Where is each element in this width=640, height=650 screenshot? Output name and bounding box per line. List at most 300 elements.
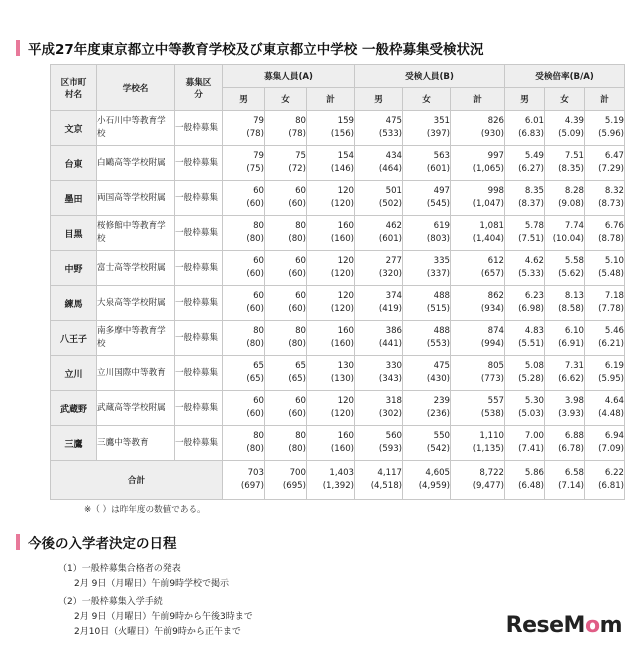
table-row bbox=[51, 146, 625, 181]
previous-year-value: (545) bbox=[426, 199, 451, 209]
previous-year-value: (533) bbox=[378, 129, 403, 139]
previous-year-value: (343) bbox=[378, 374, 403, 384]
current-value: 60 bbox=[253, 396, 264, 406]
current-value: 6.76 bbox=[604, 221, 625, 231]
previous-year-value: (120) bbox=[330, 409, 355, 419]
current-value: 8,722 bbox=[479, 468, 505, 478]
previous-year-value: (657) bbox=[480, 269, 505, 279]
logo-accent-letter: o bbox=[584, 613, 600, 638]
previous-year-value: (4,518) bbox=[370, 481, 403, 491]
current-value: 7.51 bbox=[564, 151, 585, 161]
juken-count-male bbox=[355, 321, 403, 356]
boshu-count-total bbox=[307, 356, 355, 391]
school-name: 南多摩中等教育学校 bbox=[97, 321, 175, 356]
boshu-count-female bbox=[265, 251, 307, 286]
bairitsu-ratio-total bbox=[585, 181, 625, 216]
current-value: 826 bbox=[487, 116, 505, 126]
previous-year-value: (7.14) bbox=[558, 481, 585, 491]
previous-year-value: (5.96) bbox=[598, 129, 625, 139]
recruitment-category: 一般枠募集 bbox=[175, 251, 223, 286]
boshu-count-total-male bbox=[223, 461, 265, 500]
previous-year-value: (6.98) bbox=[518, 304, 545, 314]
previous-year-value: (593) bbox=[378, 444, 403, 454]
current-value: 501 bbox=[385, 186, 403, 196]
juken-count-male bbox=[355, 356, 403, 391]
current-value: 154 bbox=[337, 151, 355, 161]
current-value: 874 bbox=[487, 326, 505, 336]
current-value: 8.28 bbox=[564, 186, 585, 196]
juken-count-female bbox=[403, 251, 451, 286]
table-body bbox=[51, 111, 625, 500]
current-value: 5.46 bbox=[604, 326, 625, 336]
previous-year-value: (8.58) bbox=[558, 304, 585, 314]
current-value: 8.32 bbox=[604, 186, 625, 196]
entrance-status-table bbox=[50, 64, 625, 500]
boshu-count-male bbox=[223, 146, 265, 181]
previous-year-value: (5.95) bbox=[598, 374, 625, 384]
current-value: 130 bbox=[337, 361, 355, 371]
logo-text: ReseMom bbox=[505, 613, 622, 638]
previous-year-value: (60) bbox=[246, 409, 264, 419]
boshu-count-female bbox=[265, 181, 307, 216]
previous-year-value: (120) bbox=[330, 304, 355, 314]
header-female: 女 bbox=[545, 88, 585, 111]
boshu-count-male bbox=[223, 181, 265, 216]
current-value: 805 bbox=[487, 361, 505, 371]
previous-year-value: (5.51) bbox=[518, 339, 545, 349]
table-row bbox=[51, 321, 625, 356]
current-value: 159 bbox=[337, 116, 355, 126]
previous-year-value: (65) bbox=[288, 374, 306, 384]
juken-count-total bbox=[451, 181, 505, 216]
bairitsu-ratio-female bbox=[545, 251, 585, 286]
current-value: 120 bbox=[337, 396, 355, 406]
juken-count-total bbox=[451, 146, 505, 181]
current-value: 703 bbox=[247, 468, 264, 478]
juken-count-total bbox=[451, 426, 505, 461]
school-name: 武蔵高等学校附属 bbox=[97, 391, 175, 426]
school-name: 富士高等学校附属 bbox=[97, 251, 175, 286]
current-value: 6.23 bbox=[524, 291, 545, 301]
current-value: 80 bbox=[253, 221, 264, 231]
header-row-1 bbox=[51, 65, 625, 88]
juken-count-total bbox=[451, 356, 505, 391]
current-value: 4.62 bbox=[524, 256, 545, 266]
title-bar-decoration bbox=[16, 534, 20, 550]
bairitsu-ratio-total bbox=[585, 146, 625, 181]
current-value: 5.10 bbox=[604, 256, 625, 266]
current-value: 80 bbox=[253, 326, 264, 336]
current-value: 700 bbox=[289, 468, 306, 478]
juken-count-female bbox=[403, 111, 451, 146]
school-name: 大泉高等学校附属 bbox=[97, 286, 175, 321]
previous-year-value: (6.48) bbox=[518, 481, 545, 491]
previous-year-value: (803) bbox=[426, 234, 451, 244]
current-value: 550 bbox=[433, 431, 451, 441]
current-value: 6.88 bbox=[564, 431, 585, 441]
region-name: 立川 bbox=[51, 356, 97, 391]
recruitment-category: 一般枠募集 bbox=[175, 181, 223, 216]
juken-count-female bbox=[403, 286, 451, 321]
previous-year-value: (4.48) bbox=[598, 409, 625, 419]
bairitsu-ratio-total bbox=[585, 356, 625, 391]
previous-year-value: (7.78) bbox=[598, 304, 625, 314]
current-value: 1,081 bbox=[479, 221, 505, 231]
current-value: 60 bbox=[295, 186, 306, 196]
current-value: 7.18 bbox=[604, 291, 625, 301]
total-label: 合計 bbox=[51, 461, 223, 500]
previous-year-value: (7.29) bbox=[598, 164, 625, 174]
juken-count-female bbox=[403, 181, 451, 216]
recruitment-category: 一般枠募集 bbox=[175, 391, 223, 426]
boshu-count-female bbox=[265, 216, 307, 251]
current-value: 120 bbox=[337, 291, 355, 301]
previous-year-value: (80) bbox=[288, 444, 306, 454]
previous-year-value: (60) bbox=[288, 269, 306, 279]
boshu-count-male bbox=[223, 286, 265, 321]
previous-year-value: (502) bbox=[378, 199, 403, 209]
current-value: 560 bbox=[385, 431, 403, 441]
previous-year-value: (3.93) bbox=[558, 409, 585, 419]
previous-year-value: (7.51) bbox=[518, 234, 545, 244]
table-row bbox=[51, 356, 625, 391]
boshu-count-female bbox=[265, 356, 307, 391]
current-value: 60 bbox=[253, 186, 264, 196]
previous-year-value: (9.08) bbox=[558, 199, 585, 209]
bairitsu-ratio-female bbox=[545, 426, 585, 461]
previous-year-value: (320) bbox=[378, 269, 403, 279]
juken-count-female bbox=[403, 391, 451, 426]
bairitsu-ratio-male bbox=[505, 321, 545, 356]
previous-year-value: (337) bbox=[426, 269, 451, 279]
previous-year-value: (60) bbox=[246, 304, 264, 314]
current-value: 6.94 bbox=[604, 431, 625, 441]
previous-year-value: (120) bbox=[330, 199, 355, 209]
juken-count-female bbox=[403, 426, 451, 461]
header-female: 女 bbox=[403, 88, 451, 111]
previous-year-value: (80) bbox=[288, 339, 306, 349]
schedule-item-2-heading: （2）一般枠募集入学手続 bbox=[58, 597, 163, 607]
recruitment-category: 一般枠募集 bbox=[175, 356, 223, 391]
current-value: 462 bbox=[385, 221, 403, 231]
boshu-count-male bbox=[223, 321, 265, 356]
previous-year-value: (1,392) bbox=[322, 481, 355, 491]
region-name: 目黒 bbox=[51, 216, 97, 251]
recruitment-category: 一般枠募集 bbox=[175, 146, 223, 181]
region-name: 八王子 bbox=[51, 321, 97, 356]
bairitsu-ratio-total bbox=[585, 286, 625, 321]
current-value: 80 bbox=[295, 431, 306, 441]
bairitsu-ratio-total-total bbox=[585, 461, 625, 500]
boshu-count-male bbox=[223, 111, 265, 146]
current-value: 997 bbox=[487, 151, 505, 161]
previous-year-value: (80) bbox=[246, 234, 264, 244]
current-value: 65 bbox=[295, 361, 306, 371]
bairitsu-ratio-female bbox=[545, 321, 585, 356]
region-name: 文京 bbox=[51, 111, 97, 146]
current-value: 488 bbox=[433, 291, 451, 301]
bairitsu-ratio-total bbox=[585, 251, 625, 286]
boshu-count-total-total bbox=[307, 461, 355, 500]
previous-year-value: (160) bbox=[330, 444, 355, 454]
current-value: 1,110 bbox=[479, 431, 505, 441]
current-value: 318 bbox=[385, 396, 403, 406]
current-value: 80 bbox=[295, 221, 306, 231]
boshu-count-female bbox=[265, 321, 307, 356]
bairitsu-ratio-female bbox=[545, 111, 585, 146]
table-row bbox=[51, 391, 625, 426]
current-value: 374 bbox=[385, 291, 403, 301]
previous-year-value: (7.09) bbox=[598, 444, 625, 454]
boshu-count-male bbox=[223, 426, 265, 461]
bairitsu-ratio-male bbox=[505, 391, 545, 426]
previous-year-value: (515) bbox=[426, 304, 451, 314]
header-school: 学校名 bbox=[97, 65, 175, 111]
boshu-count-total bbox=[307, 146, 355, 181]
table-row bbox=[51, 111, 625, 146]
table-row bbox=[51, 286, 625, 321]
current-value: 557 bbox=[487, 396, 505, 406]
current-value: 60 bbox=[295, 256, 306, 266]
current-value: 6.01 bbox=[524, 116, 545, 126]
current-value: 239 bbox=[433, 396, 451, 406]
table-row bbox=[51, 251, 625, 286]
current-value: 5.49 bbox=[524, 151, 545, 161]
boshu-count-female bbox=[265, 426, 307, 461]
previous-year-value: (8.78) bbox=[598, 234, 625, 244]
previous-year-value: (75) bbox=[246, 164, 264, 174]
juken-count-total-total bbox=[451, 461, 505, 500]
school-name: 桜修館中等教育学校 bbox=[97, 216, 175, 251]
previous-year-value: (773) bbox=[480, 374, 505, 384]
current-value: 330 bbox=[385, 361, 403, 371]
current-value: 998 bbox=[487, 186, 505, 196]
previous-year-value: (120) bbox=[330, 269, 355, 279]
header-region: 区市町 村名 bbox=[51, 65, 97, 111]
juken-count-female bbox=[403, 356, 451, 391]
previous-year-value: (553) bbox=[426, 339, 451, 349]
table-row bbox=[51, 426, 625, 461]
juken-count-male bbox=[355, 391, 403, 426]
previous-year-value: (1,065) bbox=[472, 164, 505, 174]
previous-year-value: (65) bbox=[246, 374, 264, 384]
region-name: 武蔵野 bbox=[51, 391, 97, 426]
bairitsu-ratio-total-male bbox=[505, 461, 545, 500]
current-value: 5.58 bbox=[564, 256, 585, 266]
boshu-count-female bbox=[265, 391, 307, 426]
header-boshu: 募集人員(A) bbox=[223, 65, 355, 88]
region-name: 三鷹 bbox=[51, 426, 97, 461]
bairitsu-ratio-total bbox=[585, 391, 625, 426]
bairitsu-ratio-total bbox=[585, 111, 625, 146]
header-male: 男 bbox=[223, 88, 265, 111]
school-name: 白鷗高等学校附属 bbox=[97, 146, 175, 181]
juken-count-total-female bbox=[403, 461, 451, 500]
juken-count-male bbox=[355, 251, 403, 286]
section-title-schedule bbox=[16, 532, 177, 552]
schedule-item-2-line-1: 2月 9日（月曜日）午前9時から午後3時まで bbox=[74, 612, 253, 622]
boshu-count-total bbox=[307, 181, 355, 216]
previous-year-value: (695) bbox=[282, 481, 306, 491]
boshu-count-total-female bbox=[265, 461, 307, 500]
current-value: 4,117 bbox=[377, 468, 403, 478]
previous-year-value: (1,135) bbox=[472, 444, 505, 454]
previous-year-value: (1,047) bbox=[472, 199, 505, 209]
current-value: 79 bbox=[253, 116, 264, 126]
juken-count-female bbox=[403, 216, 451, 251]
previous-year-value: (146) bbox=[330, 164, 355, 174]
previous-year-value: (5.03) bbox=[518, 409, 545, 419]
current-value: 80 bbox=[295, 326, 306, 336]
bairitsu-ratio-male bbox=[505, 181, 545, 216]
current-value: 79 bbox=[253, 151, 264, 161]
current-value: 8.35 bbox=[524, 186, 545, 196]
boshu-count-total bbox=[307, 251, 355, 286]
previous-year-value: (6.91) bbox=[558, 339, 585, 349]
current-value: 612 bbox=[487, 256, 505, 266]
header-male: 男 bbox=[505, 88, 545, 111]
bairitsu-ratio-male bbox=[505, 216, 545, 251]
previous-year-value: (80) bbox=[288, 234, 306, 244]
school-name: 立川国際中等教育 bbox=[97, 356, 175, 391]
section-title-entrance-status bbox=[16, 38, 484, 58]
juken-count-female bbox=[403, 146, 451, 181]
current-value: 160 bbox=[337, 431, 355, 441]
current-value: 5.78 bbox=[524, 221, 545, 231]
previous-year-value: (80) bbox=[246, 444, 264, 454]
bairitsu-ratio-total bbox=[585, 216, 625, 251]
previous-year-value: (156) bbox=[330, 129, 355, 139]
current-value: 6.58 bbox=[564, 468, 585, 478]
previous-year-value: (464) bbox=[378, 164, 403, 174]
bairitsu-ratio-total-female bbox=[545, 461, 585, 500]
current-value: 434 bbox=[385, 151, 403, 161]
bairitsu-ratio-female bbox=[545, 216, 585, 251]
bairitsu-ratio-male bbox=[505, 111, 545, 146]
school-name: 小石川中等教育学校 bbox=[97, 111, 175, 146]
region-name: 墨田 bbox=[51, 181, 97, 216]
previous-year-value: (930) bbox=[480, 129, 505, 139]
bairitsu-ratio-male bbox=[505, 356, 545, 391]
current-value: 120 bbox=[337, 186, 355, 196]
school-name: 三鷹中等教育 bbox=[97, 426, 175, 461]
region-name: 練馬 bbox=[51, 286, 97, 321]
previous-year-value: (60) bbox=[288, 304, 306, 314]
previous-year-value: (601) bbox=[378, 234, 403, 244]
previous-year-value: (397) bbox=[426, 129, 451, 139]
schedule-item-2-line-2: 2月10日（火曜日）午前9時から正午まで bbox=[74, 627, 241, 637]
header-male: 男 bbox=[355, 88, 403, 111]
previous-year-value: (60) bbox=[288, 199, 306, 209]
boshu-count-total bbox=[307, 216, 355, 251]
recruitment-category: 一般枠募集 bbox=[175, 321, 223, 356]
recruitment-category: 一般枠募集 bbox=[175, 286, 223, 321]
current-value: 862 bbox=[487, 291, 505, 301]
previous-year-value: (302) bbox=[378, 409, 403, 419]
header-female: 女 bbox=[265, 88, 307, 111]
current-value: 4.64 bbox=[604, 396, 625, 406]
table-row bbox=[51, 216, 625, 251]
previous-year-value: (994) bbox=[480, 339, 505, 349]
region-name: 台東 bbox=[51, 146, 97, 181]
footnote: ※（ ）は昨年度の数値である。 bbox=[84, 505, 206, 515]
juken-count-total bbox=[451, 111, 505, 146]
recruitment-category: 一般枠募集 bbox=[175, 216, 223, 251]
juken-count-male bbox=[355, 111, 403, 146]
header-total: 計 bbox=[451, 88, 505, 111]
current-value: 6.19 bbox=[604, 361, 625, 371]
header-juken: 受検人員(B) bbox=[355, 65, 505, 88]
previous-year-value: (430) bbox=[426, 374, 451, 384]
bairitsu-ratio-female bbox=[545, 181, 585, 216]
current-value: 488 bbox=[433, 326, 451, 336]
table-row bbox=[51, 181, 625, 216]
previous-year-value: (160) bbox=[330, 339, 355, 349]
current-value: 60 bbox=[295, 396, 306, 406]
current-value: 80 bbox=[295, 116, 306, 126]
previous-year-value: (8.37) bbox=[518, 199, 545, 209]
previous-year-value: (60) bbox=[246, 199, 264, 209]
current-value: 5.08 bbox=[524, 361, 545, 371]
previous-year-value: (538) bbox=[480, 409, 505, 419]
previous-year-value: (542) bbox=[426, 444, 451, 454]
boshu-count-total bbox=[307, 426, 355, 461]
previous-year-value: (934) bbox=[480, 304, 505, 314]
previous-year-value: (60) bbox=[288, 409, 306, 419]
previous-year-value: (6.21) bbox=[598, 339, 625, 349]
current-value: 8.13 bbox=[564, 291, 585, 301]
previous-year-value: (6.83) bbox=[518, 129, 545, 139]
previous-year-value: (5.09) bbox=[558, 129, 585, 139]
boshu-count-total bbox=[307, 391, 355, 426]
previous-year-value: (78) bbox=[246, 129, 264, 139]
previous-year-value: (601) bbox=[426, 164, 451, 174]
bairitsu-ratio-total bbox=[585, 321, 625, 356]
previous-year-value: (419) bbox=[378, 304, 403, 314]
bairitsu-ratio-total bbox=[585, 426, 625, 461]
juken-count-total bbox=[451, 321, 505, 356]
previous-year-value: (441) bbox=[378, 339, 403, 349]
current-value: 4.83 bbox=[524, 326, 545, 336]
previous-year-value: (6.78) bbox=[558, 444, 585, 454]
header-kubun: 募集区 分 bbox=[175, 65, 223, 111]
current-value: 475 bbox=[433, 361, 451, 371]
previous-year-value: (9,477) bbox=[472, 481, 505, 491]
current-value: 3.98 bbox=[564, 396, 585, 406]
boshu-count-female bbox=[265, 111, 307, 146]
current-value: 6.47 bbox=[604, 151, 625, 161]
current-value: 1,403 bbox=[329, 468, 355, 478]
bairitsu-ratio-male bbox=[505, 426, 545, 461]
current-value: 5.30 bbox=[524, 396, 545, 406]
total-row bbox=[51, 461, 625, 500]
current-value: 60 bbox=[253, 256, 264, 266]
current-value: 619 bbox=[433, 221, 451, 231]
previous-year-value: (5.48) bbox=[598, 269, 625, 279]
previous-year-value: (6.27) bbox=[518, 164, 545, 174]
bairitsu-ratio-female bbox=[545, 286, 585, 321]
juken-count-female bbox=[403, 321, 451, 356]
previous-year-value: (697) bbox=[240, 481, 264, 491]
previous-year-value: (78) bbox=[288, 129, 306, 139]
title-bar-decoration bbox=[16, 40, 20, 56]
boshu-count-total bbox=[307, 111, 355, 146]
previous-year-value: (1,404) bbox=[472, 234, 505, 244]
current-value: 4.39 bbox=[564, 116, 585, 126]
previous-year-value: (7.41) bbox=[518, 444, 545, 454]
current-value: 475 bbox=[385, 116, 403, 126]
current-value: 6.22 bbox=[604, 468, 625, 478]
